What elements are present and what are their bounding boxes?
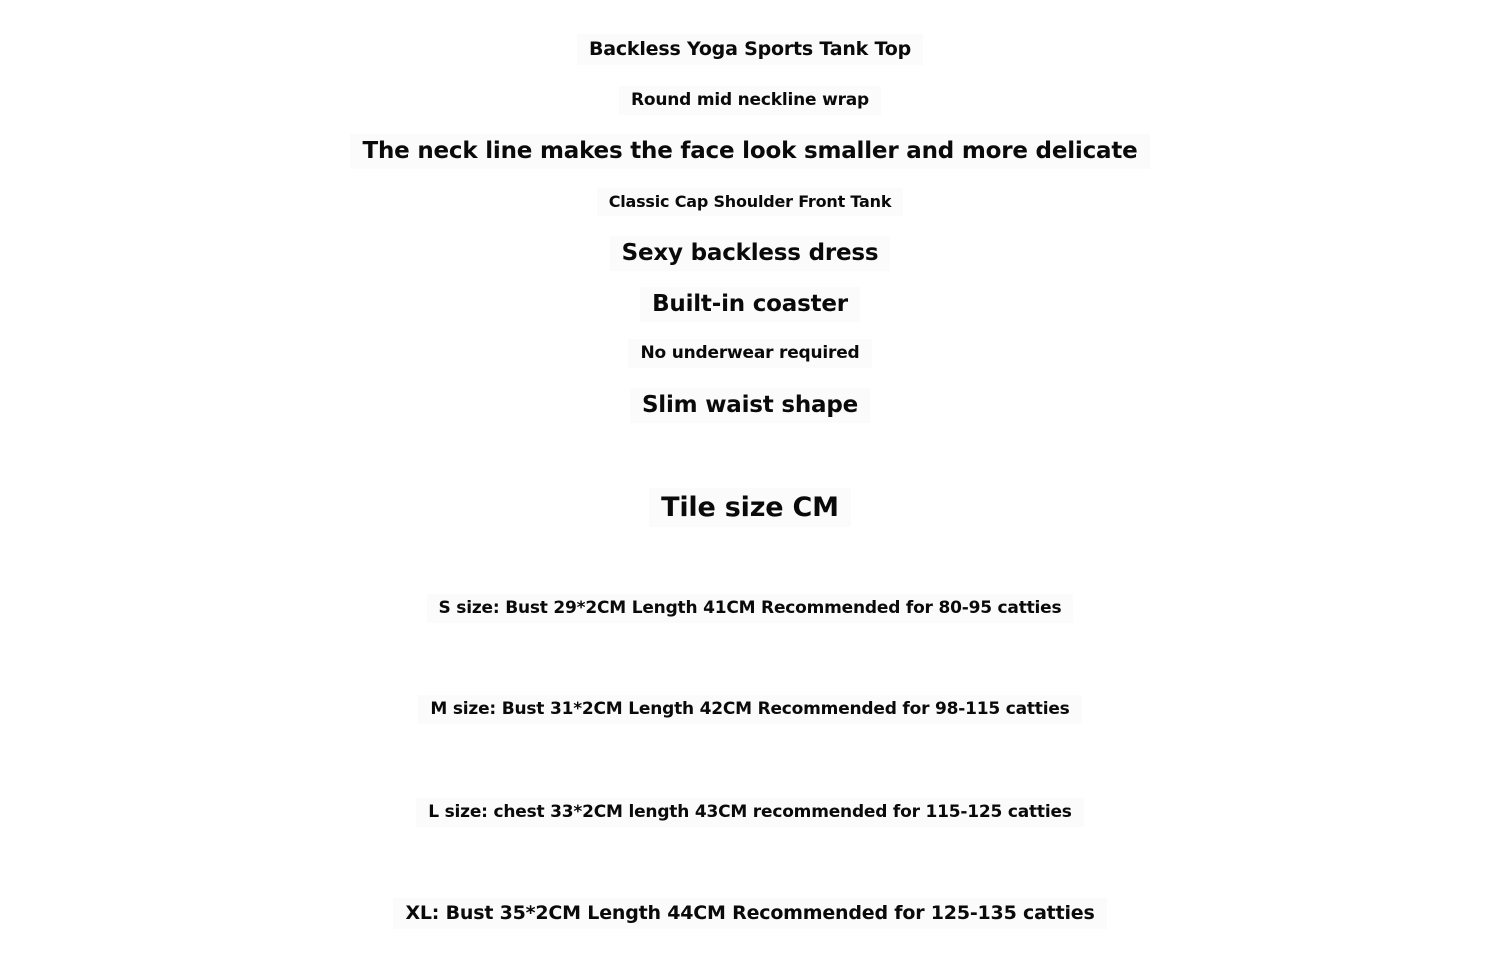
feature-neck-benefit-text: The neck line makes the face look smaller and more delicate (350, 134, 1149, 169)
feature-neckline-text: Round mid neckline wrap (619, 86, 881, 115)
feature-shoulder (0, 188, 1500, 216)
feature-underwear-text: No underwear required (628, 339, 871, 368)
feature-backless-text: Sexy backless dress (610, 236, 891, 271)
size-row-l (0, 798, 1500, 827)
product-title-text: Backless Yoga Sports Tank Top (577, 34, 923, 65)
feature-neck-benefit (0, 134, 1500, 169)
feature-waist (0, 388, 1500, 423)
size-row-m (0, 695, 1500, 724)
size-row-m-text: M size: Bust 31*2CM Length 42CM Recommended for 98-115 catties (418, 695, 1081, 724)
feature-coaster-text: Built-in coaster (640, 287, 860, 322)
feature-coaster (0, 287, 1500, 322)
feature-waist-text: Slim waist shape (630, 388, 870, 423)
size-heading (0, 488, 1500, 527)
product-title (0, 34, 1500, 65)
size-row-xl (0, 898, 1500, 929)
feature-backless (0, 236, 1500, 271)
size-row-s-text: S size: Bust 29*2CM Length 41CM Recommended for 80-95 catties (427, 594, 1074, 623)
size-row-xl-text: XL: Bust 35*2CM Length 44CM Recommended for 125-135 catties (393, 898, 1106, 929)
feature-shoulder-text: Classic Cap Shoulder Front Tank (597, 188, 904, 216)
size-row-s (0, 594, 1500, 623)
feature-neckline (0, 86, 1500, 115)
size-row-l-text: L size: chest 33*2CM length 43CM recommended for 115-125 catties (416, 798, 1083, 827)
size-heading-text: Tile size CM (649, 488, 851, 527)
feature-underwear (0, 339, 1500, 368)
